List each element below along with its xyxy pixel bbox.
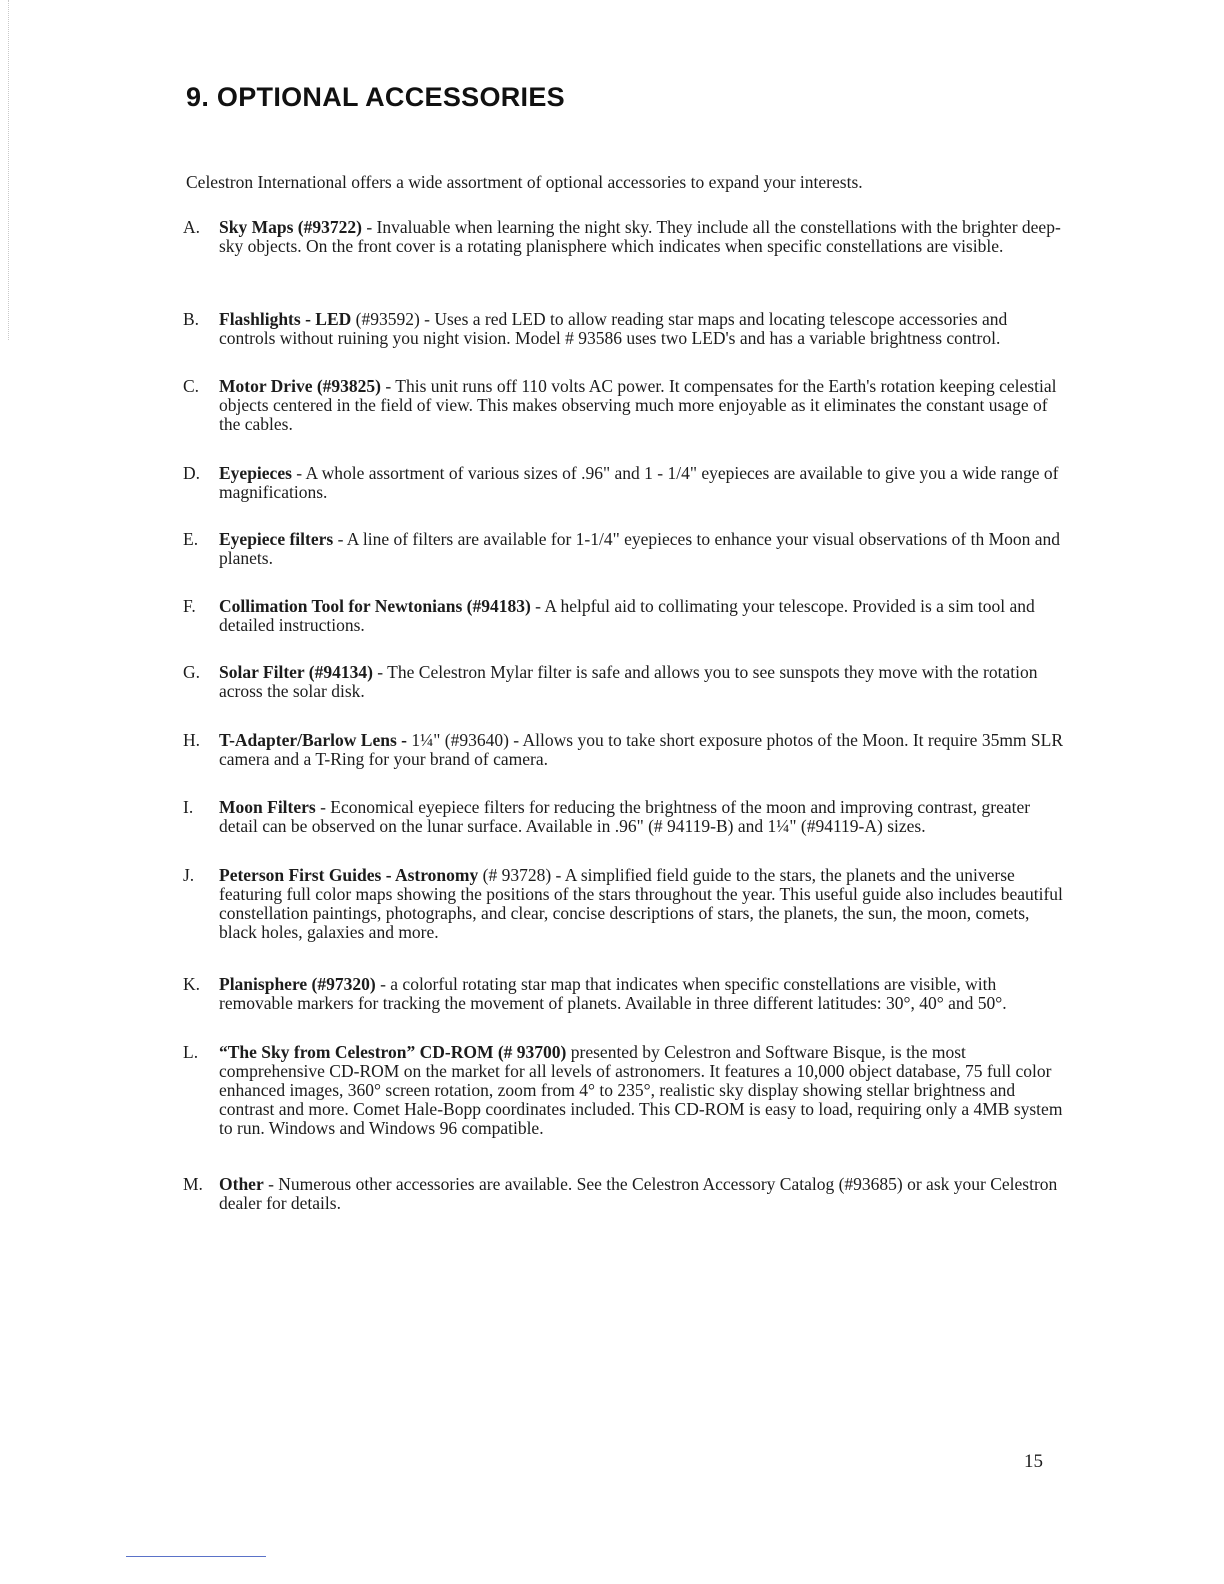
item-name: Planisphere (#97320) <box>219 974 376 994</box>
item-letter: J. <box>183 865 195 885</box>
item-letter: I. <box>183 797 194 817</box>
list-item <box>183 530 1063 568</box>
list-item <box>183 1043 1063 1138</box>
list-item <box>183 866 1063 942</box>
list-item <box>183 1175 1063 1213</box>
scan-edge-artifact <box>0 0 9 340</box>
item-letter: D. <box>183 463 201 483</box>
item-name: Moon Filters <box>219 797 316 817</box>
item-name: Motor Drive (#93825) <box>219 376 381 396</box>
footer-rule <box>126 1556 266 1557</box>
item-name: Solar Filter (#94134) <box>219 662 373 682</box>
item-letter: M. <box>183 1174 203 1194</box>
list-item <box>183 310 1063 348</box>
list-item <box>183 218 1063 256</box>
item-text: 1¼" (#93640) - Allows you to take short exposure photos of the Moon. It require 35mm SLR camera and a T-Ring for your brand of camera. <box>219 730 1064 769</box>
item-name: Peterson First Guides - Astronomy <box>219 865 479 885</box>
item-letter: L. <box>183 1042 199 1062</box>
list-item <box>183 798 1063 836</box>
item-letter: A. <box>183 217 201 237</box>
item-letter: H. <box>183 730 201 750</box>
list-item <box>183 731 1063 769</box>
list-item <box>183 464 1063 502</box>
item-text: - Invaluable when learning the night sky. They include all the constellations with the brighter deep-sky objects. On the front cover is a rotating planisphere which indicates when specific constellations are visible. <box>219 217 1061 256</box>
item-text: - Economical eyepiece filters for reducing the brightness of the moon and improving contrast, greater detail can be observed on the lunar surface. Available in .96" (# 94119-B) and 1¼" (#94119-A) sizes. <box>219 797 1031 836</box>
item-text: - This unit runs off 110 volts AC power. It compensates for the Earth's rotation keeping celestial objects centered in the field of view. This makes observing much more enjoyable as it eliminates the constant usage of the cables. <box>219 376 1057 434</box>
item-text: (#93592) - Uses a red LED to allow reading star maps and locating telescope accessories and controls without ruining you night vision. Model # 93586 uses two LED's and has a variable brightness control. <box>219 309 1008 348</box>
item-name: Collimation Tool for Newtonians (#94183) <box>219 596 531 616</box>
item-text: - A whole assortment of various sizes of .96" and 1 - 1/4" eyepieces are available to give you a wide range of magnifications. <box>219 463 1059 502</box>
list-item <box>183 377 1063 434</box>
item-text: presented by Celestron and Software Bisque, is the most comprehensive CD-ROM on the market for all levels of astronomers. It features a 10,000 object database, 75 full color enhanced images, 360° screen rotation, zoom from 4° to 235°, realistic sky display showing stellar brightness and contrast and more. Comet Hale-Bopp coordinates included. This CD-ROM is easy to load, requiring only a 4MB system to run. Windows and Windows 96 compatible. <box>219 1042 1063 1138</box>
item-text: - Numerous other accessories are available. See the Celestron Accessory Catalog (#93685) or ask your Celestron dealer for details. <box>219 1174 1058 1213</box>
item-letter: B. <box>183 309 200 329</box>
item-name: Sky Maps (#93722) <box>219 217 362 237</box>
list-item <box>183 663 1063 701</box>
page-title: 9. OPTIONAL ACCESSORIES <box>186 82 565 112</box>
item-text: - A helpful aid to collimating your telescope. Provided is a sim tool and detailed instructions. <box>219 596 1035 635</box>
item-letter: K. <box>183 974 201 994</box>
item-letter: E. <box>183 529 199 549</box>
page-number: 15 <box>1024 1451 1043 1472</box>
item-name: Eyepieces <box>219 463 292 483</box>
item-letter: F. <box>183 596 196 616</box>
intro-paragraph: Celestron International offers a wide assortment of optional accessories to expand your interests. <box>186 172 863 192</box>
item-text: - a colorful rotating star map that indicates when specific constellations are visible, with removable markers for tracking the movement of planets. Available in three different latitudes: 30°, 40° and 50°. <box>219 974 1007 1013</box>
item-name: Flashlights - LED <box>219 309 352 329</box>
item-name: Other <box>219 1174 264 1194</box>
item-text: (# 93728) - A simplified field guide to the stars, the planets and the universe featuring full color maps showing the positions of the stars throughout the year. This useful guide also includes beautiful constellation paintings, photographs, and clear, concise descriptions of stars, the planets, the sun, the moon, comets, black holes, galaxies and more. <box>219 865 1063 942</box>
item-letter: G. <box>183 662 201 682</box>
item-name: “The Sky from Celestron” CD-ROM (# 93700) <box>219 1042 567 1062</box>
list-item <box>183 975 1063 1013</box>
item-name: Eyepiece filters <box>219 529 334 549</box>
item-letter: C. <box>183 376 200 396</box>
list-item <box>183 597 1063 635</box>
item-name: T-Adapter/Barlow Lens - <box>219 730 412 750</box>
item-text: - The Celestron Mylar filter is safe and allows you to see sunspots they move with the rotation across the solar disk. <box>219 662 1038 701</box>
item-text: - A line of filters are available for 1-1/4" eyepieces to enhance your visual observations of th Moon and planets. <box>219 529 1061 568</box>
